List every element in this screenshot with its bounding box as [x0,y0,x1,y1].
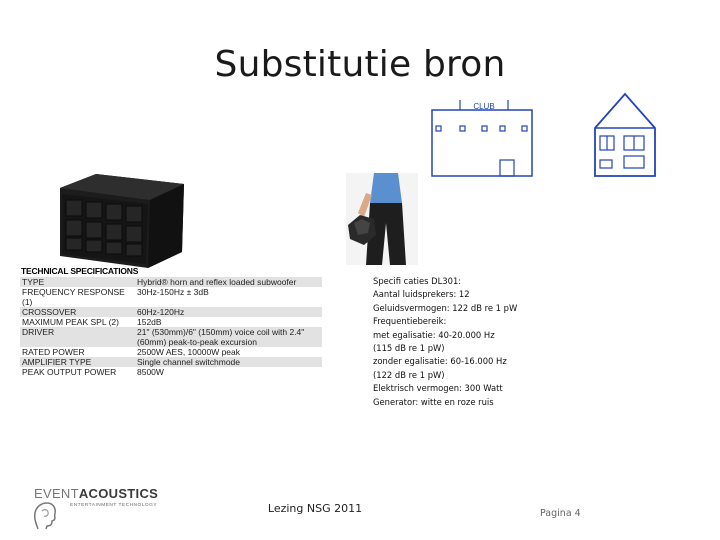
spec-table [20,277,322,377]
spec-line: met egalisatie: 40-20.000 Hz [373,329,495,340]
spec-value: 8500W [137,367,164,377]
spec-key: MAXIMUM PEAK SPL (2) [22,317,119,327]
spec-row [20,327,322,337]
dodecahedron-speaker-photo [346,173,418,265]
spec-row [20,307,322,317]
spec-value: 2500W AES, 10000W peak [137,347,241,357]
spec-key: PEAK OUTPUT POWER [22,367,117,377]
spec-value: (60mm) peak-to-peak excursion [135,337,322,347]
spec-line: Geluidsvermogen: 122 dB re 1 pW [373,302,518,313]
spec-row [20,357,322,367]
subwoofer-photo [56,170,186,270]
spec-line: Generator: witte en roze ruis [373,396,494,407]
slide-title: Substitutie bron [214,44,506,85]
event-acoustics-logo [30,484,170,532]
spec-value: 21" (530mm)/6" (150mm) voice coil with 2.4" [135,327,322,337]
technical-specifications-table [18,266,324,380]
spec-key [20,337,135,347]
club-diagram [426,96,586,178]
spec-key: AMPLIFIER TYPE [20,357,135,367]
head-profile-icon [32,501,58,531]
spec-line: (115 dB re 1 pW) [373,343,445,354]
spec-line: zonder egalisatie: 60-16.000 Hz [373,356,507,367]
spec-value: Hybrid® horn and reflex loaded subwoofer [135,277,322,287]
footer-presentation: Lezing NSG 2011 [267,502,363,515]
house-diagram [592,92,658,178]
spec-key: DRIVER [20,327,135,337]
spec-key: CROSSOVER [20,307,135,317]
spec-row [20,337,322,347]
spec-row [20,367,322,377]
spec-line: Elektrisch vermogen: 300 Watt [373,383,503,394]
spec-line: Aantal luidsprekers: 12 [373,289,470,300]
spec-row [20,287,322,307]
spec-line: Specifi caties DL301: [373,276,462,286]
spec-row [20,277,322,287]
page-number: Pagina 4 [540,508,581,519]
spec-row [20,347,322,357]
spec-key: TYPE [20,277,135,287]
dl301-specifications [373,275,573,409]
spec-value: Single channel switchmode [135,357,322,367]
logo-wordmark: EVENTACOUSTICS [34,486,159,501]
club-label: CLUB [473,102,495,111]
spec-key: FREQUENCY RESPONSE (1) [22,287,125,307]
spec-key: RATED POWER [22,347,85,357]
logo-tagline: ENTERTAINMENT TECHNOLOGY [70,503,158,508]
spec-line: Frequentiebereik: [373,316,447,327]
spec-line: (122 dB re 1 pW) [373,369,445,380]
spec-value: 30Hz-150Hz ± 3dB [137,287,209,297]
spec-row [20,317,322,327]
spec-value: 152dB [137,317,162,327]
spec-value: 60Hz-120Hz [135,307,322,317]
spec-heading: TECHNICAL SPECIFICATIONS [21,266,139,276]
